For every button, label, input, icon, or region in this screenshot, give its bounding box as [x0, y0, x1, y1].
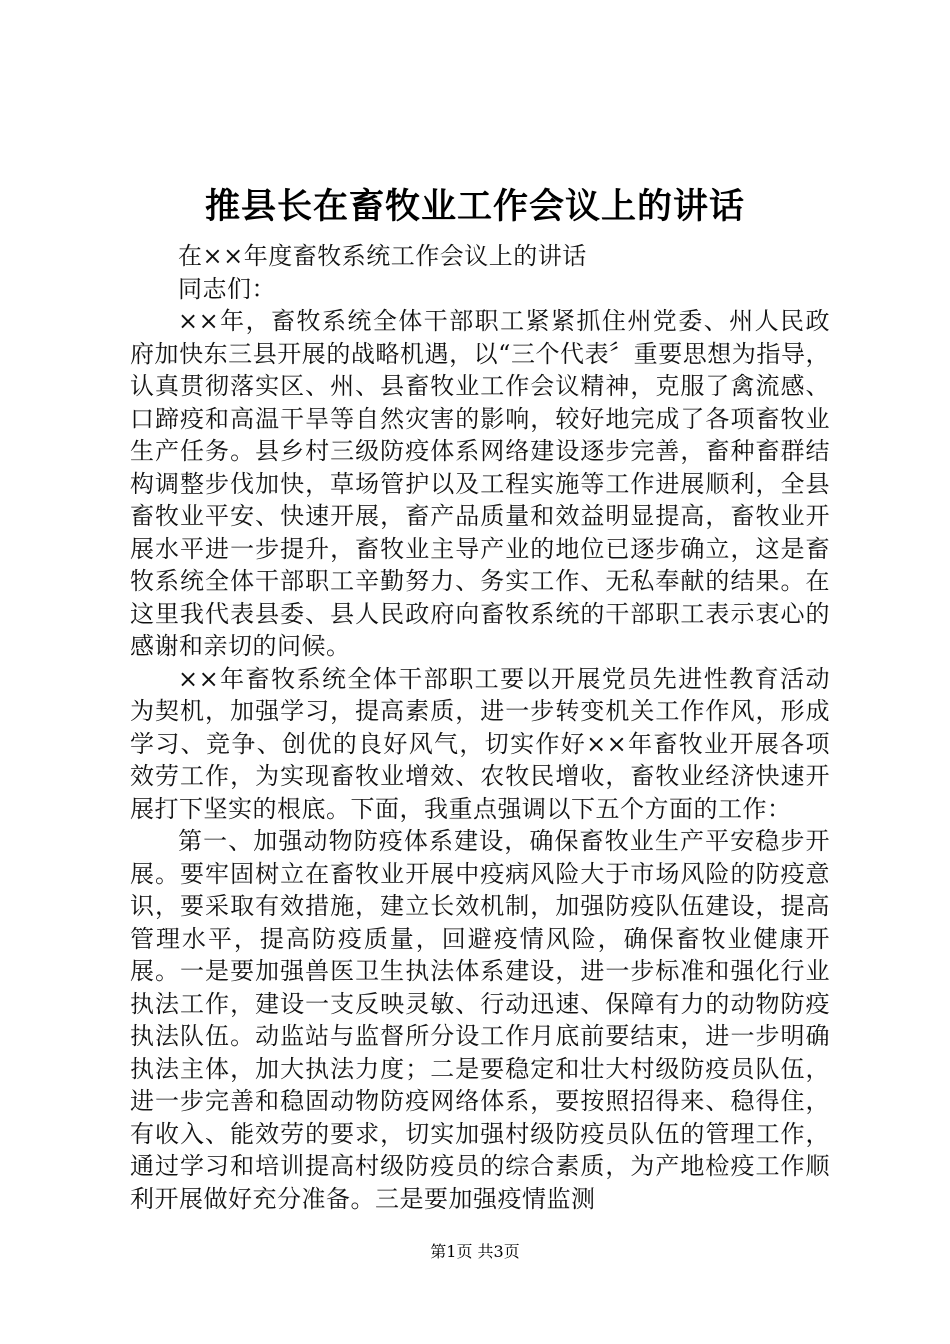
page-footer: 第1页 共3页 — [430, 1242, 520, 1261]
document-body — [130, 240, 830, 1215]
paragraph-goals: ××年畜牧系统全体干部职工要以开展党员先进性教育活动为契机，加强学习，提高素质，进一步转变机关工作作风，形成学习、竞争、创优的良好风气，切实作好××年畜牧业开展各项效劳工作，为实现畜牧业增效、农牧民增收，畜牧业经济快速开展打下坚实的根底。下面，我重点强调以下五个方面的工作： — [130, 664, 830, 823]
paragraph-subtitle: 在××年度畜牧系统工作会议上的讲话 — [178, 242, 587, 270]
paragraph-salutation: 同志们： — [178, 274, 276, 303]
document-title: 推县长在畜牧业工作会议上的讲话 — [204, 186, 745, 227]
paragraph-achievements: ××年，畜牧系统全体干部职工紧紧抓住州党委、州人民政府加快东三县开展的战略机遇，以“三个代表〞重要思想为指导，认真贯彻落实区、州、县畜牧业工作会议精神，克服了禽流感、口蹄疫和高温干旱等自然灾害的影响，较好地完成了各项畜牧业生产任务。县乡村三级防疫体系网络建设逐步完善，畜种畜群结构调整步伐加快，草场管护以及工程实施等工作进展顺利，全县畜牧业平安、快速开展，畜产品质量和效益明显提高，畜牧业开展水平进一步提升，畜牧业主导产业的地位已逐步确立，这是畜牧系统全体干部职工辛勤努力、务实工作、无私奉献的结果。在这里我代表县委、县人民政府向畜牧系统的干部职工表示衷心的感谢和亲切的问候。 — [130, 307, 830, 660]
paragraph-first-point: 第一、加强动物防疫体系建设，确保畜牧业生产平安稳步开展。要牢固树立在畜牧业开展中疫病风险大于市场风险的防疫意识，要采取有效措施，建立长效机制，加强防疫队伍建设，提高管理水平，提高防疫质量，回避疫情风险，确保畜牧业健康开展。一是要加强兽医卫生执法体系建设，进一步标准和强化行业执法工作，建设一支反映灵敏、行动迅速、保障有力的动物防疫执法队伍。动监站与监督所分设工作月底前要结束，进一步明确执法主体，加大执法力度；二是要稳定和壮大村级防疫员队伍，进一步完善和稳固动物防疫网络体系，要按照招得来、稳得住，有收入、能效劳的要求，切实加强村级防疫员队伍的管理工作，通过学习和培训提高村级防疫员的综合素质，为产地检疫工作顺利开展做好充分准备。三是要加强疫情监测 — [130, 827, 830, 1213]
